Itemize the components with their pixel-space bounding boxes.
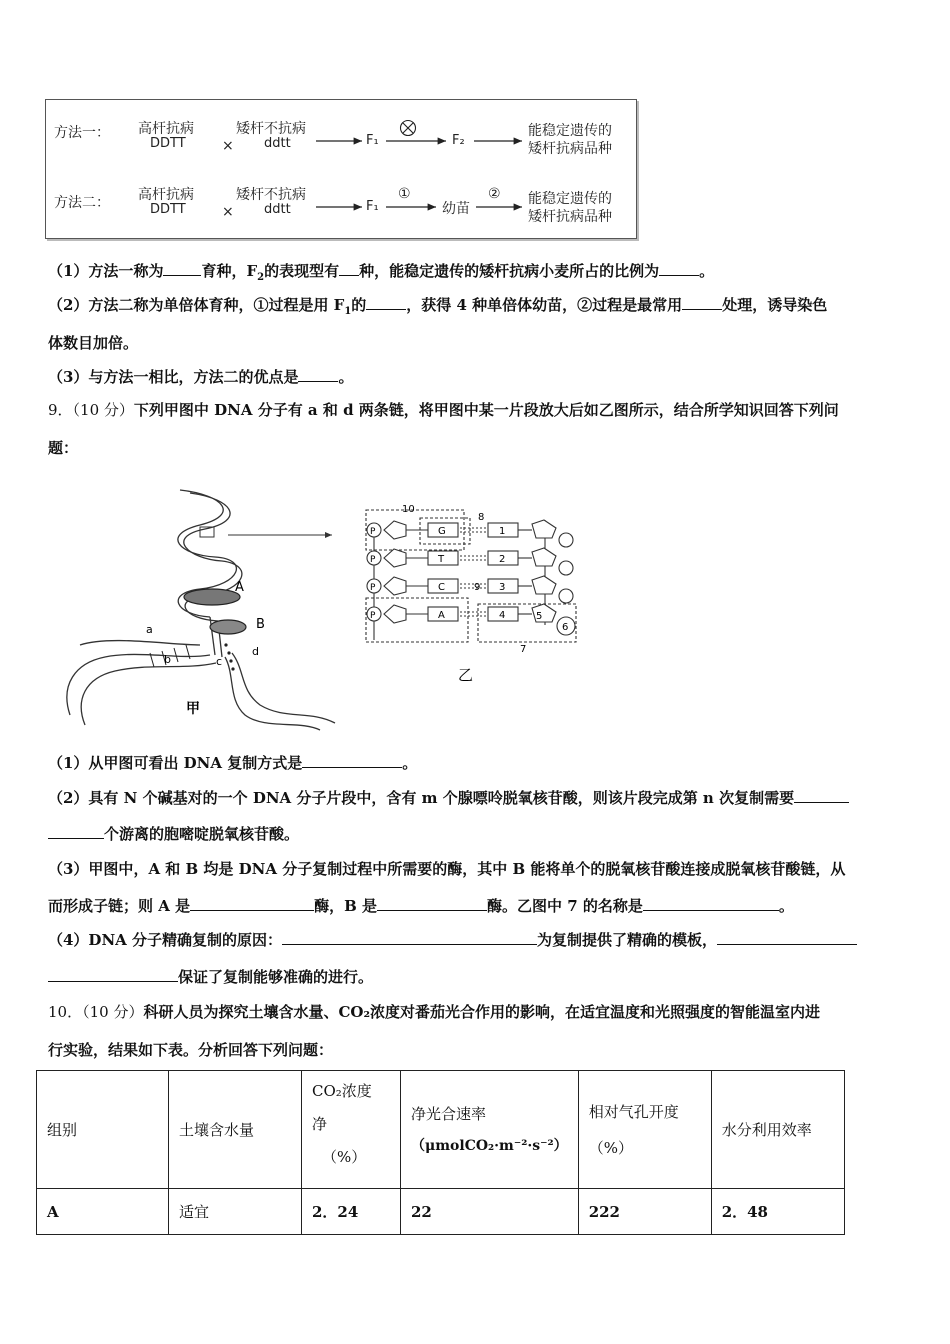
method1-cross: × <box>222 138 234 154</box>
q10-stem-cont: 行实验，结果如下表。分析回答下列问题： <box>48 1041 334 1059</box>
q9-stem-cont: 题： <box>48 439 79 457</box>
q10-number: 10．（10 分） <box>48 1003 144 1021</box>
base-right-label-1: 2 <box>499 554 506 565</box>
label-b: b <box>164 653 171 666</box>
base-left-label-1: T <box>438 554 445 565</box>
label-B: B <box>256 617 265 632</box>
method2-f1: F₁ <box>366 199 379 214</box>
sugar-left-0 <box>384 521 406 539</box>
label-d: d <box>252 645 259 658</box>
method2-parent1-genotype: DDTT <box>150 202 186 217</box>
method2-result-line1: 能稳定遗传的 <box>528 191 612 207</box>
caption-jia: 甲 <box>186 701 200 717</box>
phosphate-label-0: P <box>370 527 376 537</box>
dna-segment-figure-yi <box>360 500 585 685</box>
q9-item2: （2）具有 N 个碱基对的一个 DNA 分子片段中，含有 m 个腺嘌呤脱氧核苷酸，则该片段完成第 n 次复制需要 <box>48 788 849 808</box>
q9-item4-cont: 保证了复制能够准确的进行。 <box>48 967 373 987</box>
sugar-left-2 <box>384 577 406 595</box>
q9-item2-cont: 个游离的胞嘧啶脱氧核苷酸。 <box>48 824 299 844</box>
base-left-label-3: A <box>438 610 445 621</box>
phosphate-right-0 <box>559 533 573 547</box>
q9-item4: （4）DNA 分子精确复制的原因： 为复制提供了精确的模板， <box>48 930 857 950</box>
method2-result-line2: 矮杆抗病品种 <box>528 209 612 225</box>
method1-parent1: 高杆抗病 <box>138 121 194 137</box>
header-stomatal-opening: 相对气孔开度 （%） <box>578 1071 711 1189</box>
cell-water-efficiency: 2．48 <box>711 1189 844 1235</box>
sugar-right-2 <box>532 576 556 594</box>
method2-step1: ① <box>398 186 411 202</box>
base-left-label-2: C <box>438 582 445 593</box>
phosphate-label-3: P <box>370 611 376 621</box>
label-A: A <box>235 580 244 595</box>
q9-stem: 9．（10 分）下列甲图中 DNA 分子有 a 和 d 两条链，将甲图中某一片段放大后如乙图所示，结合所学知识回答下列问 <box>48 401 839 419</box>
q8-item2-cont: 体数目加倍。 <box>48 334 139 352</box>
cell-net-photosynthesis: 22 <box>401 1189 579 1235</box>
method1-f2: F₂ <box>452 133 465 148</box>
num-9: 9 <box>474 582 481 593</box>
cell-co2: 2．24 <box>302 1189 401 1235</box>
header-group: 组别 <box>37 1071 169 1189</box>
base-left-label-0: G <box>438 526 446 537</box>
q9-item3: （3）甲图中，A 和 B 均是 DNA 分子复制过程中所需要的酶，其中 B 能将单个的脱氧核苷酸连接成脱氧核苷酸链，从 <box>48 860 846 878</box>
cell-stomatal-opening: 222 <box>578 1189 711 1235</box>
method1-result-line1: 能稳定遗传的 <box>528 123 612 139</box>
dna-replication-figure-jia <box>50 485 340 735</box>
q10-stem: 10．（10 分）科研人员为探究土壤含水量、CO₂浓度对番茄光合作用的影响，在适宜温度和光照强度的智能温室内进 <box>48 1003 821 1021</box>
q8-item2: （2）方法二称为单倍体育种，①过程是用 $F_1$的 ，获得 4 种单倍体幼苗，②过程是最常用 处理，诱导染色 <box>48 296 828 317</box>
num-5: 5 <box>536 611 543 622</box>
q9-item3-cont: 而形成子链；则 A 是 酶，B 是 酶。乙图中 7 的名称是 。 <box>48 897 794 915</box>
method1-parent2-genotype: ddtt <box>264 136 291 151</box>
q8-item3: （3）与方法一相比，方法二的优点是 。 <box>48 368 354 386</box>
base-right-label-2: 3 <box>499 582 506 593</box>
base-right-label-3: 4 <box>499 610 506 621</box>
phosphate-right-2 <box>559 589 573 603</box>
phosphate-right-1 <box>559 561 573 575</box>
num-6: 6 <box>562 622 569 633</box>
method2-seedling: 幼苗 <box>442 201 470 217</box>
cell-soil-water: 适宜 <box>169 1189 302 1235</box>
sugar-left-1 <box>384 549 406 567</box>
method2-parent2-genotype: ddtt <box>264 202 291 217</box>
label-c: c <box>216 655 223 668</box>
num-8: 8 <box>478 512 485 523</box>
method1-parent2: 矮杆不抗病 <box>236 121 306 137</box>
caption-yi: 乙 <box>458 666 474 684</box>
table-header-row <box>37 1071 845 1189</box>
header-co2: CO₂浓度 净 （%） <box>302 1071 401 1189</box>
method2-parent1: 高杆抗病 <box>138 187 194 203</box>
sugar-right-1 <box>532 548 556 566</box>
breeding-methods-figure <box>45 99 637 239</box>
method1-label: 方法一： <box>54 125 110 141</box>
sugar-left-3 <box>384 605 406 623</box>
method2-step2: ② <box>488 186 501 202</box>
method2-cross: × <box>222 204 234 220</box>
q9-item1: （1）从甲图可看出 DNA 复制方式是 。 <box>48 754 418 772</box>
header-net-photosynthesis: 净光合速率 （μmolCO₂·m⁻²·s⁻²） <box>401 1071 579 1189</box>
num-10: 10 <box>402 504 415 515</box>
sugar-right-0 <box>532 520 556 538</box>
method1-f1: F₁ <box>366 133 379 148</box>
num-7: 7 <box>520 644 527 655</box>
header-water-efficiency: 水分利用效率 <box>711 1071 844 1189</box>
label-a: a <box>146 623 153 636</box>
enzyme-b <box>210 620 246 634</box>
q9-number: 9．（10 分） <box>48 401 134 419</box>
cell-group: A <box>37 1189 169 1235</box>
results-table <box>36 1070 845 1235</box>
table-row <box>37 1189 845 1235</box>
q8-item1: （1）方法一称为 育种，$F_2$的表现型有 种，能稳定遗传的矮杆抗病小麦所占的比例为 。 <box>48 262 715 283</box>
phosphate-label-1: P <box>370 555 376 565</box>
method1-result-line2: 矮杆抗病品种 <box>528 141 612 157</box>
base-right-label-0: 1 <box>499 526 506 537</box>
method2-label: 方法二： <box>54 195 110 211</box>
method1-parent1-genotype: DDTT <box>150 136 186 151</box>
phosphate-label-2: P <box>370 583 376 593</box>
header-soil-water: 土壤含水量 <box>169 1071 302 1189</box>
enzyme-a <box>184 589 240 605</box>
method2-parent2: 矮杆不抗病 <box>236 187 306 203</box>
